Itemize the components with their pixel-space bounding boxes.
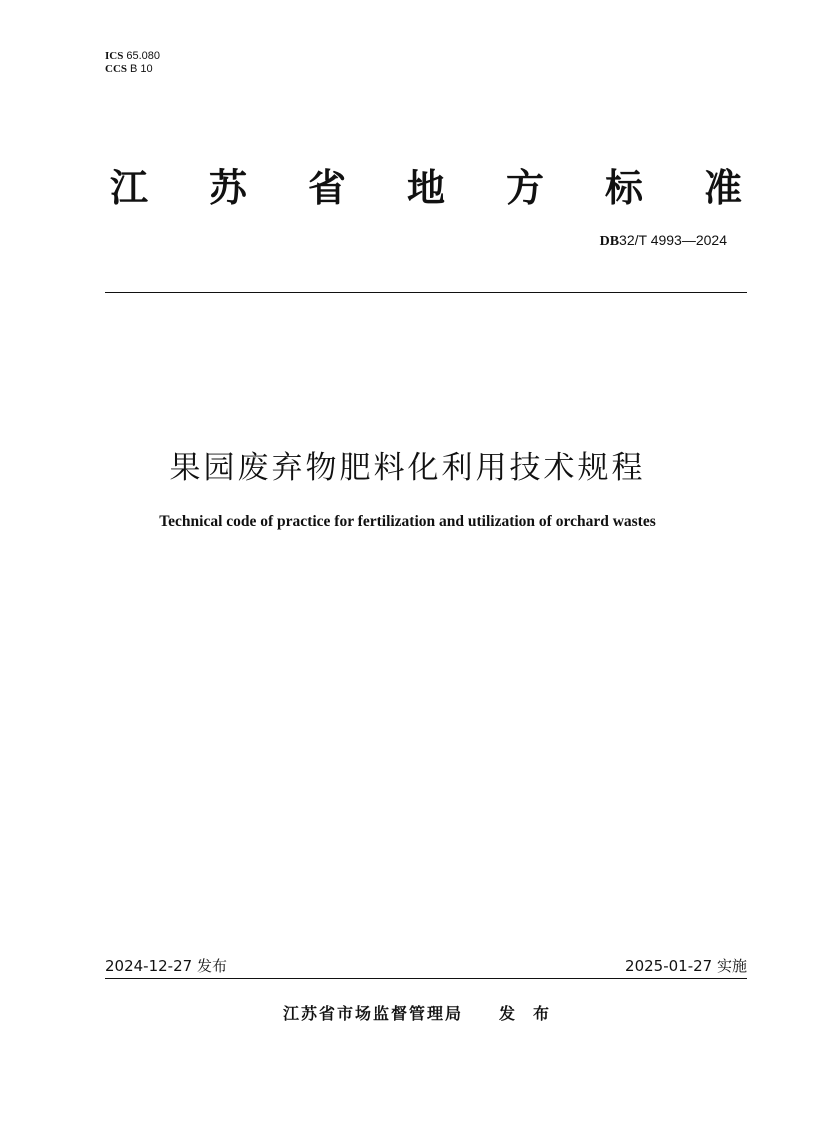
standard-type-char: 省	[307, 165, 346, 210]
date-row	[105, 955, 747, 976]
ics-value: 65.080	[126, 50, 160, 62]
ccs-code	[105, 63, 160, 76]
issuer	[283, 1001, 567, 1024]
issue-date: 2024-12-27 发布	[105, 957, 227, 975]
standard-type-char: 标	[604, 165, 643, 210]
standard-type-heading	[105, 160, 747, 208]
ccs-label: CCS	[105, 63, 128, 75]
issue-action: 发布	[499, 1004, 568, 1023]
standard-type-char: 江	[109, 165, 148, 210]
bottom-divider	[105, 978, 747, 979]
standard-type-char: 苏	[208, 165, 247, 210]
standard-number-prefix: DB	[599, 234, 620, 249]
standard-number	[600, 232, 727, 250]
title-chinese: 果园废弃物肥料化利用技术规程	[169, 450, 646, 486]
ics-code	[105, 50, 160, 63]
ics-label: ICS	[105, 50, 124, 62]
title-english: Technical code of practice for fertilization and utilization of orchard wastes	[159, 513, 656, 530]
standard-number-code: 32/T 4993—2024	[619, 232, 727, 248]
classification-codes	[105, 50, 160, 76]
ccs-value: B 10	[130, 63, 153, 75]
issuing-organization: 江苏省市场监督管理局	[283, 1004, 464, 1023]
standard-type-char: 地	[406, 165, 445, 210]
implementation-date: 2025-01-27 实施	[625, 957, 747, 975]
standard-type-char: 准	[703, 165, 742, 210]
top-divider	[105, 292, 747, 293]
standard-type-char: 方	[505, 165, 544, 210]
